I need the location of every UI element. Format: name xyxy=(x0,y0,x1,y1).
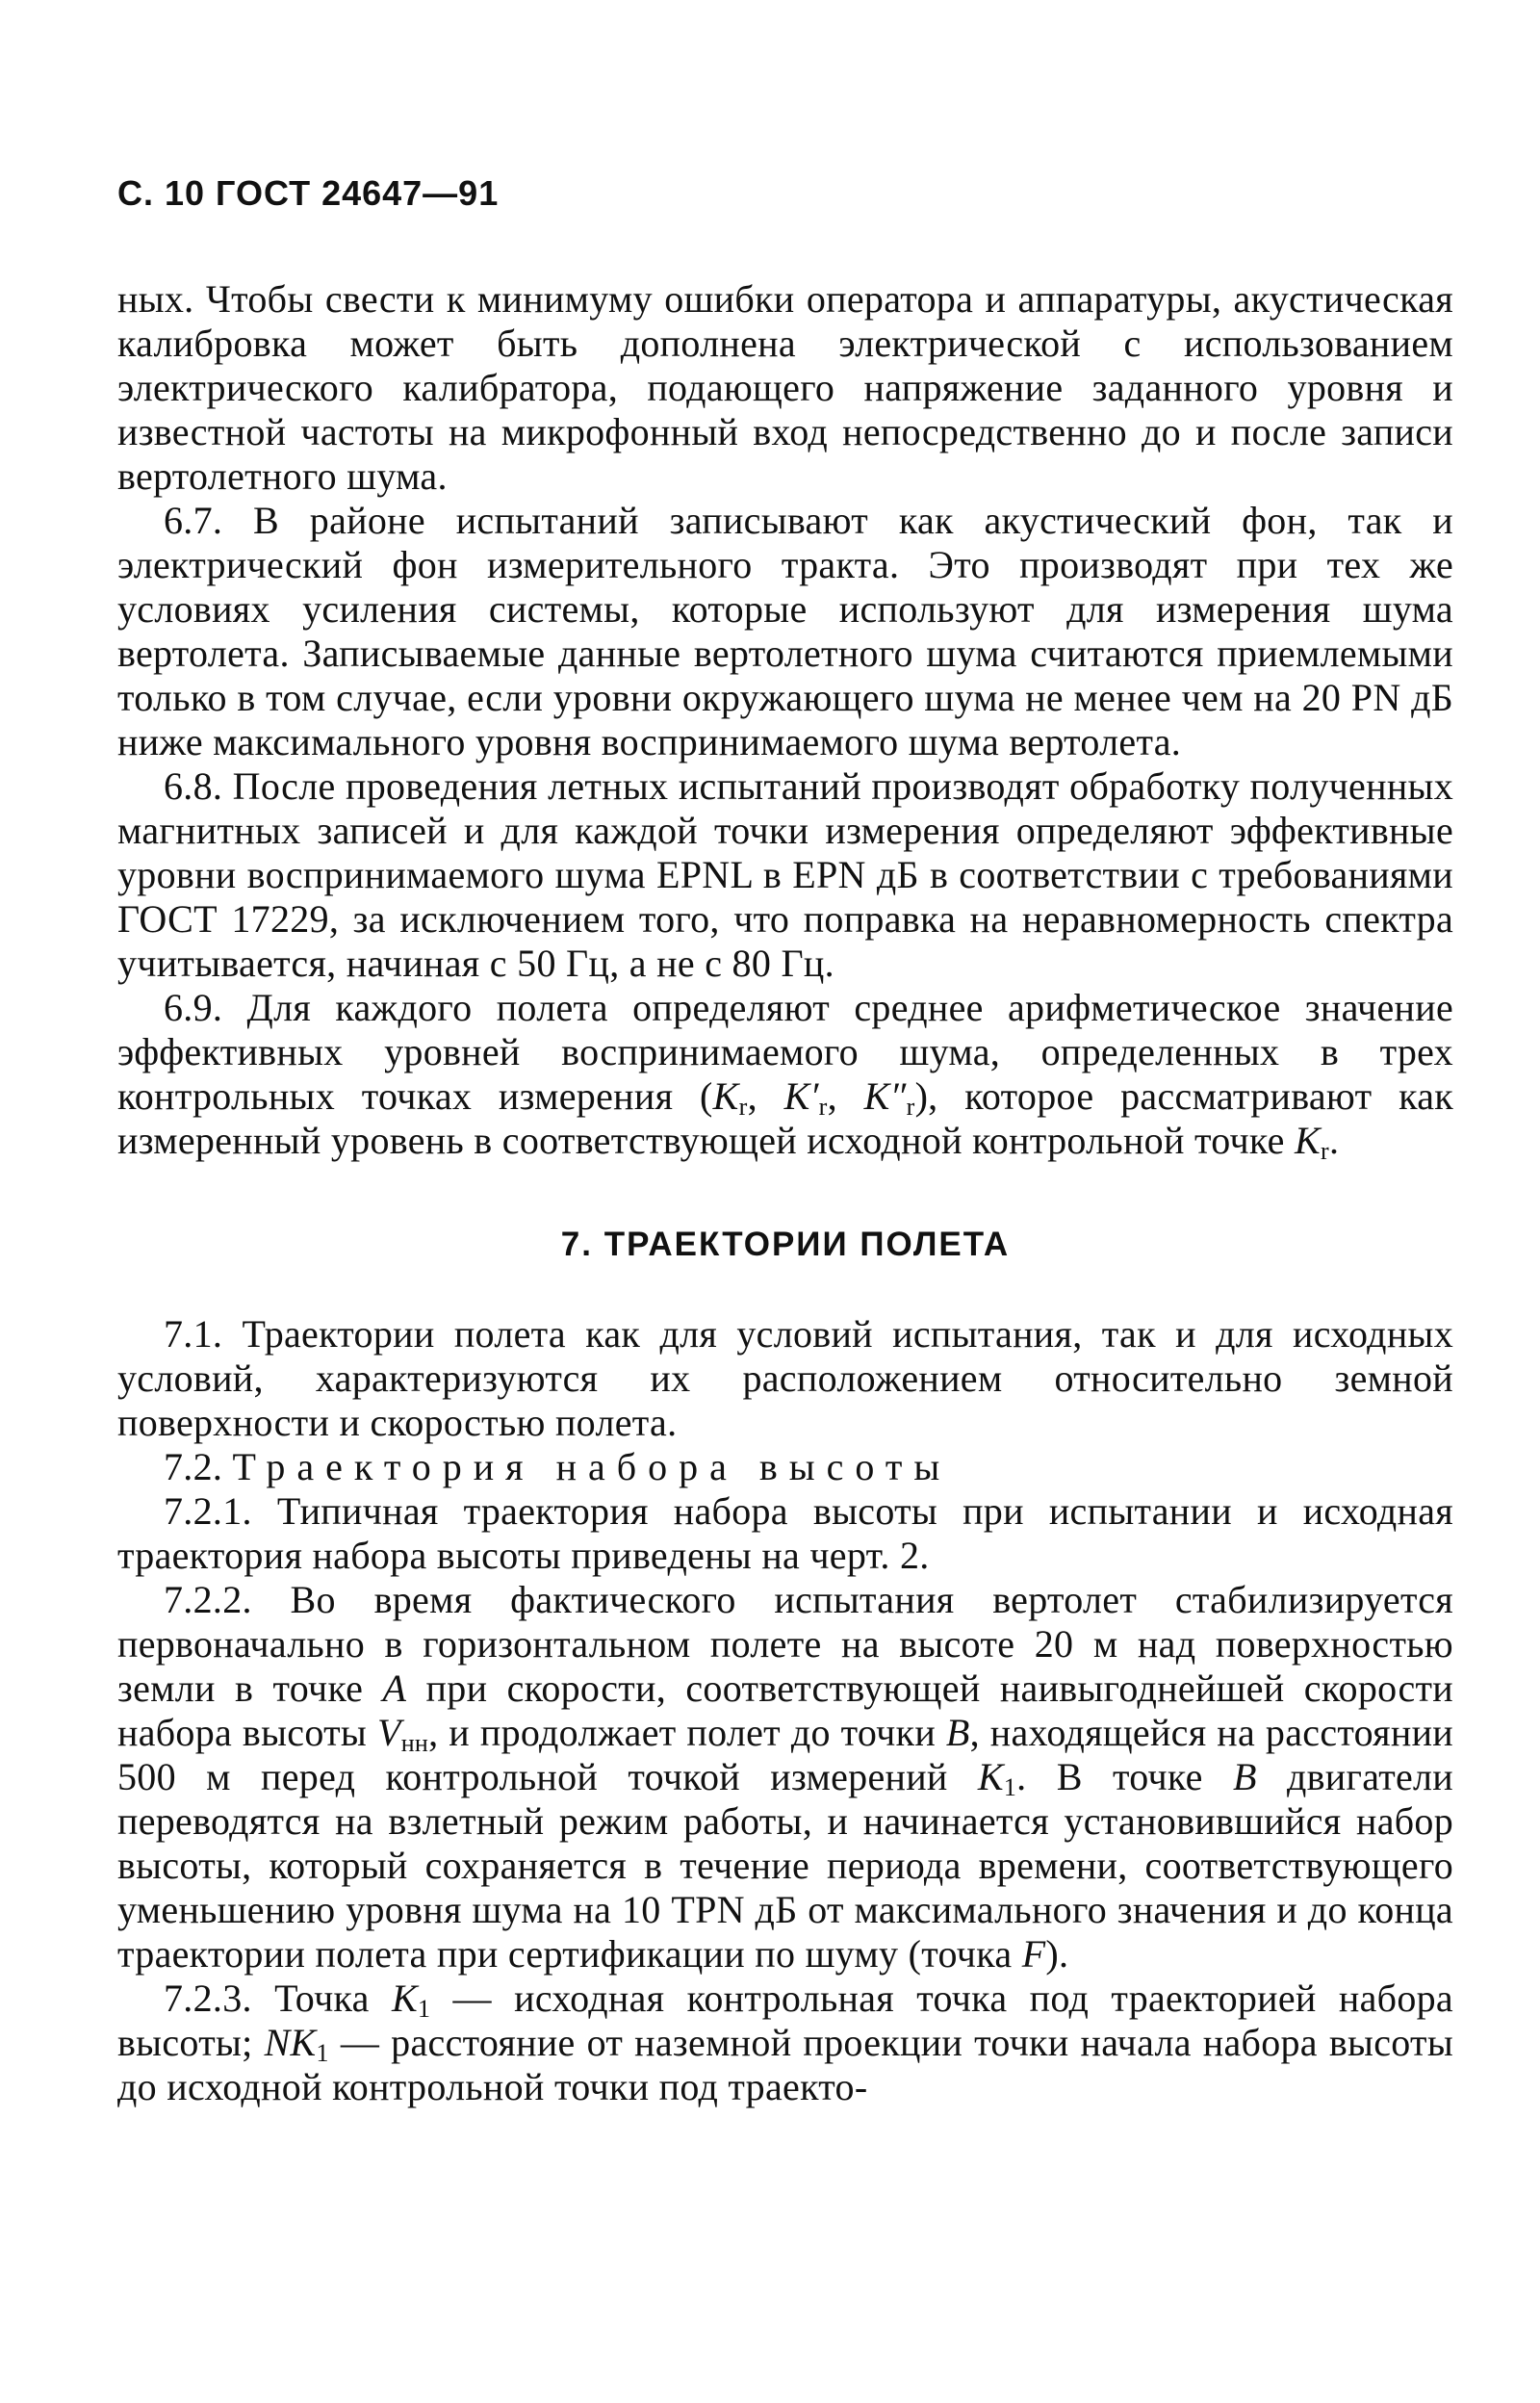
math-variable: K″ xyxy=(863,1074,907,1118)
text-run: 6.8. После проведения летных испытаний производят обработку полученных магнитных записей и для каждой точки измерения определяют эффективные уровни воспринимаемого шума EPNL в EPN дБ в соответствии с требованиями ГОСТ 17229, за исключением того, что поправка на неравномерность спектра учитывается, начиная с 50 Гц, а не с 80 Гц. xyxy=(117,764,1453,985)
paragraph-7-1 xyxy=(117,1312,1453,1445)
text-run: . В точке xyxy=(1016,1755,1233,1798)
body-text-upper xyxy=(117,277,1453,1163)
math-variable: K xyxy=(977,1755,1004,1798)
math-variable: V xyxy=(376,1711,401,1754)
text-run: двигатели переводятся на взлетный режим работы, и начинается установившийся набор высоты, который сохраняется в течение периода времени, соответствующего уменьшению уровня шума на 10 TPN дБ от максимального значения и до конца траектории полета при сертификации по шуму (точка xyxy=(117,1755,1454,1976)
text-run: при скорости, соответствующей наивыгоднейшей скорости набора высоты xyxy=(117,1667,1453,1754)
paragraph-6-7 xyxy=(117,499,1453,764)
text-run: — расстояние от наземной проекции точки начала набора высоты до исходной контрольной точки под траекто- xyxy=(117,2021,1454,2108)
text-run: 7.2.3. Точка xyxy=(164,1977,392,2020)
text-run: , находящейся на расстоянии 500 м перед контрольной точкой измерений xyxy=(117,1711,1453,1798)
paragraph-7-2-2 xyxy=(117,1578,1453,1977)
math-variable: K xyxy=(712,1074,739,1118)
text-run: , и продолжает полет до точки xyxy=(428,1711,946,1754)
text-run: 6.7. В районе испытаний записывают как акустический фон, так и электрический фон измерительного тракта. Это производят при тех же условиях усиления системы, которые используют для измерения шума вертолета. Записываемые данные вертолетного шума считаются приемлемыми только в том случае, если уровни окружающего шума не менее чем на 20 PN дБ ниже максимального уровня воспринимаемого шума вертолета. xyxy=(117,499,1453,763)
paragraph-6-8 xyxy=(117,764,1453,986)
math-variable: K xyxy=(1295,1119,1321,1162)
subscript: нн xyxy=(400,1729,429,1757)
subscript: 1 xyxy=(417,1995,431,2023)
paragraph-continuation xyxy=(117,277,1453,499)
text-run: ных. Чтобы свести к минимуму ошибки оператора и аппаратуры, акустическая калибровка может быть дополнена электрической с использованием электрического калибратора, подающего напряжение заданного уровня и известной частоты на микрофонный вход непосредственно до и после записи вертолетного шума. xyxy=(117,277,1453,498)
text-run: ), которое рассматривают как измеренный уровень в соответствующей исходной контрольной точке xyxy=(117,1074,1453,1162)
text-run: 6.9. Для каждого полета определяют среднее арифметическое значение эффективных уровней воспринимаемого шума, определенных в трех контрольных точках измерения ( xyxy=(117,986,1453,1118)
subscript: r xyxy=(906,1093,915,1121)
text-run: — исходная контрольная точка под траекторией набора высоты; xyxy=(117,1977,1453,2064)
subscript: r xyxy=(1320,1137,1329,1165)
text-run: 7.2. xyxy=(164,1445,233,1488)
subscript: r xyxy=(738,1093,748,1121)
text-run: ). xyxy=(1045,1932,1069,1976)
math-variable: B xyxy=(945,1711,970,1754)
math-variable: NK xyxy=(264,2021,317,2064)
math-variable: K′ xyxy=(783,1074,819,1118)
subscript: r xyxy=(818,1093,828,1121)
paragraph-6-9 xyxy=(117,986,1453,1163)
paragraph-7-2 xyxy=(117,1445,1453,1489)
math-variable: B xyxy=(1232,1755,1257,1798)
spaced-subheading: Траектория набора высоты xyxy=(232,1445,952,1488)
body-text-section-7 xyxy=(117,1312,1453,2109)
text-run: . xyxy=(1328,1119,1340,1162)
paragraph-7-2-1 xyxy=(117,1489,1453,1578)
subscript: 1 xyxy=(316,2039,329,2067)
text-run: , xyxy=(827,1074,864,1118)
text-run: 7.2.1. Типичная траектория набора высоты при испытании и исходная траектория набора высоты приведены на черт. 2. xyxy=(117,1489,1453,1577)
section-heading: 7. ТРАЕКТОРИИ ПОЛЕТА xyxy=(560,1226,1011,1263)
text-run: 7.2.2. Во время фактического испытания вертолет стабилизируется первоначально в горизонтальном полете на высоте 20 м над поверхностью земли в точке xyxy=(117,1578,1453,1710)
running-header: С. 10 ГОСТ 24647—91 xyxy=(117,173,500,213)
paragraph-7-2-3 xyxy=(117,1977,1453,2109)
subscript: 1 xyxy=(1003,1773,1017,1801)
math-variable: K xyxy=(391,1977,418,2020)
math-variable: A xyxy=(382,1667,407,1710)
text-run: , xyxy=(747,1074,784,1118)
text-run: 7.1. Траектории полета как для условий испытания, так и для исходных условий, характеризуются их расположением относительно земной поверхности и скоростью полета. xyxy=(117,1312,1453,1444)
math-variable: F xyxy=(1021,1932,1046,1976)
